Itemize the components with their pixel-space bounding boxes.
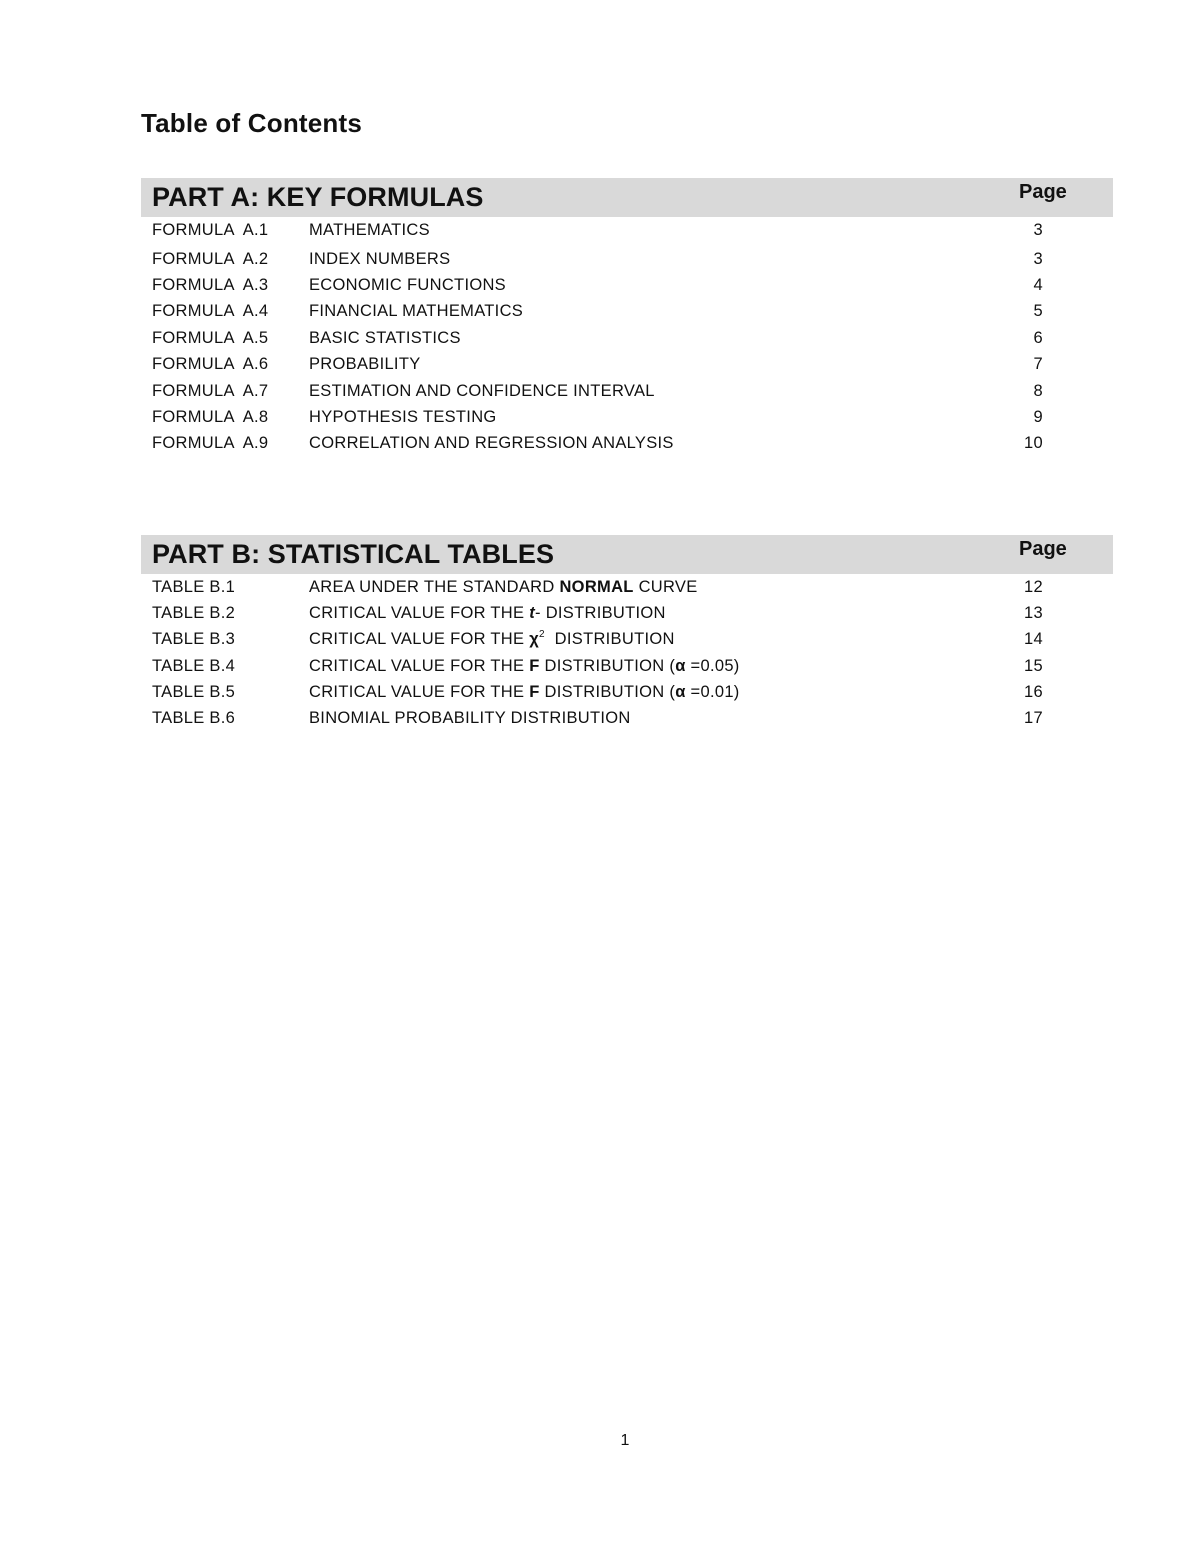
entry-title-emphasis: F [529, 657, 540, 675]
entry-title-emphasis: t [529, 604, 536, 622]
entry-code: FORMULA A.3 [152, 276, 269, 294]
toc-entry-b2[interactable] [141, 602, 1113, 624]
superscript: 2 [539, 629, 545, 640]
entry-title-text: - DISTRIBUTION [535, 604, 666, 622]
entry-code: FORMULA A.8 [152, 408, 269, 426]
entry-page: 4 [1033, 276, 1043, 294]
document-title: Table of Contents [141, 108, 363, 138]
alpha-symbol: α [675, 657, 686, 675]
entry-page: 6 [1033, 329, 1043, 347]
entry-code: TABLE B.5 [152, 683, 236, 701]
entry-title-text: =0.05) [685, 657, 740, 675]
part-b-heading: PART B: STATISTICAL TABLES [152, 539, 555, 569]
entry-title [309, 628, 675, 650]
entry-title [309, 576, 698, 598]
toc-entry-a2[interactable] [141, 248, 1113, 270]
part-b-page-column-label: Page [1019, 538, 1067, 560]
toc-entry-b5[interactable] [141, 681, 1113, 703]
entry-title-text: CRITICAL VALUE FOR THE [309, 683, 530, 701]
toc-entry-a6[interactable] [141, 353, 1113, 375]
entry-page: 10 [1024, 434, 1043, 452]
toc-entry-a1[interactable] [141, 219, 1113, 241]
toc-entry-b1[interactable] [141, 576, 1113, 598]
entry-title-text: DISTRIBUTION [544, 630, 675, 648]
entry-code: TABLE B.4 [152, 657, 236, 675]
part-a-section [141, 178, 1113, 452]
entry-page: 12 [1024, 578, 1043, 596]
toc-entry-b6[interactable] [141, 707, 1113, 729]
entry-title-text: CRITICAL VALUE FOR THE [309, 630, 530, 648]
entry-title: ECONOMIC FUNCTIONS [309, 276, 506, 294]
entry-page: 3 [1033, 250, 1043, 268]
entry-page: 17 [1024, 709, 1043, 727]
entry-title: CORRELATION AND REGRESSION ANALYSIS [309, 434, 674, 452]
entry-page: 3 [1033, 221, 1043, 239]
toc-entry-a3[interactable] [141, 274, 1113, 296]
entry-page: 9 [1033, 408, 1043, 426]
chi-symbol: χ [529, 630, 540, 648]
entry-page: 15 [1024, 657, 1043, 675]
part-b-section [141, 535, 1113, 727]
entry-code: TABLE B.6 [152, 709, 236, 727]
entry-title [309, 602, 666, 624]
entry-page: 16 [1024, 683, 1043, 701]
part-a-heading: PART A: KEY FORMULAS [152, 182, 484, 212]
entry-code: TABLE B.3 [152, 630, 236, 648]
toc-entry-a7[interactable] [141, 380, 1113, 402]
toc-entry-b4[interactable] [141, 655, 1113, 677]
entry-page: 14 [1024, 630, 1043, 648]
part-a-page-column-label: Page [1019, 181, 1067, 203]
entry-page: 13 [1024, 604, 1043, 622]
entry-title: INDEX NUMBERS [309, 250, 451, 268]
entry-title [309, 655, 740, 677]
entry-title-text: AREA UNDER THE STANDARD [309, 578, 560, 596]
entry-code: FORMULA A.6 [152, 355, 269, 373]
entry-title: ESTIMATION AND CONFIDENCE INTERVAL [309, 382, 655, 400]
part-b-header [141, 535, 1113, 574]
entry-code: FORMULA A.2 [152, 250, 269, 268]
alpha-symbol: α [675, 683, 686, 701]
toc-entry-b3[interactable] [141, 628, 1113, 650]
entry-title: FINANCIAL MATHEMATICS [309, 302, 524, 320]
entry-title-emphasis: NORMAL [559, 578, 634, 596]
toc-entry-a5[interactable] [141, 327, 1113, 349]
entry-title: BASIC STATISTICS [309, 329, 461, 347]
entry-code: FORMULA A.4 [152, 302, 269, 320]
entry-code: TABLE B.2 [152, 604, 236, 622]
entry-title: BINOMIAL PROBABILITY DISTRIBUTION [309, 709, 631, 727]
entry-page: 8 [1033, 382, 1043, 400]
toc-entry-a4[interactable] [141, 300, 1113, 322]
entry-code: TABLE B.1 [152, 578, 236, 596]
entry-code: FORMULA A.5 [152, 329, 269, 347]
page-number: 1 [620, 1432, 630, 1449]
part-a-header [141, 178, 1113, 217]
entry-code: FORMULA A.7 [152, 382, 269, 400]
entry-title-text: DISTRIBUTION ( [539, 657, 676, 675]
entry-title-text: CURVE [633, 578, 698, 596]
entry-page: 7 [1033, 355, 1043, 373]
entry-title-text: CRITICAL VALUE FOR THE [309, 657, 530, 675]
entry-page: 5 [1033, 302, 1043, 320]
entry-title: PROBABILITY [309, 355, 421, 373]
entry-title [309, 681, 740, 703]
toc-entry-a9[interactable] [141, 432, 1113, 454]
entry-title-text: =0.01) [685, 683, 740, 701]
entry-title-emphasis: F [529, 683, 540, 701]
entry-title: MATHEMATICS [309, 221, 430, 239]
toc-entry-a8[interactable] [141, 406, 1113, 428]
entry-title: HYPOTHESIS TESTING [309, 408, 497, 426]
entry-title-text: CRITICAL VALUE FOR THE [309, 604, 530, 622]
entry-code: FORMULA A.9 [152, 434, 269, 452]
entry-code: FORMULA A.1 [152, 221, 269, 239]
entry-title-text: DISTRIBUTION ( [539, 683, 676, 701]
